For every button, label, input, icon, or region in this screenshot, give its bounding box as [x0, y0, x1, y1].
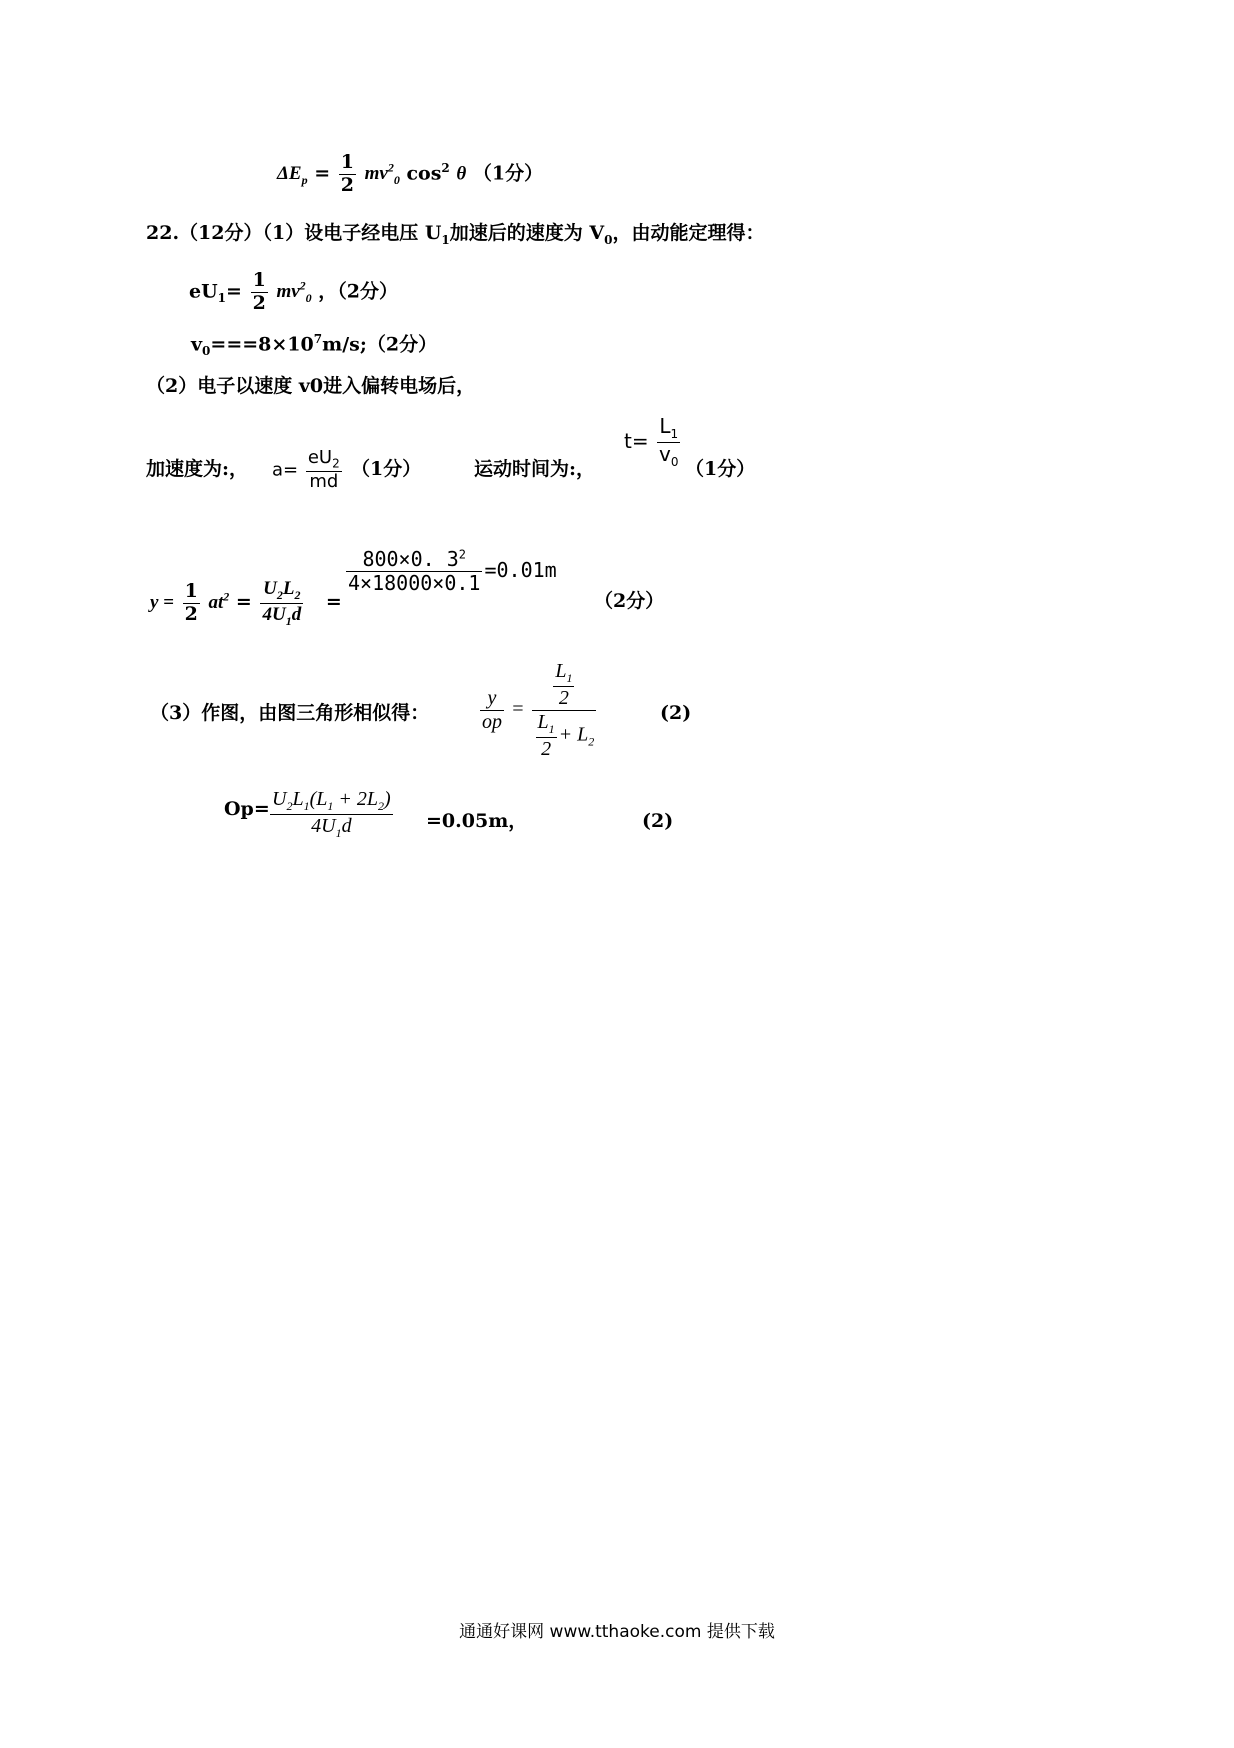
acceleration-score: （1分）: [351, 458, 422, 480]
similarity-score: (2): [660, 702, 692, 724]
y-calculation: $\frac{800\times 0. 3^2}{4\times 18000\times 0.1}$ =0.01m: [348, 547, 557, 595]
time-label: 运动时间为:，: [474, 458, 596, 480]
y-equation: y = $\frac{1}{2}$ $at^2$ = $\frac{U_2L_2}{4U_1d}$ =: [150, 578, 342, 628]
part-3-text: （3）作图，由图三角形相似得：: [150, 702, 430, 724]
op-score: (2): [642, 810, 674, 832]
question-22-header: 22.（12分）（1）设电子经电压 $U_1$加速后的速度为 $V_0$，由动能定理得：: [146, 222, 765, 247]
op-result: =0.05m，: [426, 810, 528, 832]
v0-result: $v_0===8\times 10^7m/s;(2$分）: [191, 332, 438, 359]
score-label: （1分）: [472, 162, 544, 185]
energy-equation: $eU_1=$ $\frac{1}{2}$ $mv^2_0$ ，（2分）: [189, 269, 399, 314]
part-2-text: （2）电子以速度 v0进入偏转电场后，: [146, 375, 476, 397]
page-footer: 通通好课网 www.tthaoke.com 提供下载: [459, 1622, 775, 1642]
time-formula: t= $\frac{L_1}{v_0}$: [624, 414, 679, 469]
acceleration-line: 加速度为:，: [146, 458, 249, 480]
y-score: （2分）: [594, 590, 665, 612]
op-equation: Op=: [224, 798, 270, 820]
acceleration-formula: a= $\frac{eU_2}{md}$: [272, 447, 340, 493]
op-fraction: $\frac{U_2L_1(L_1 + 2L_2)}{4U_1d}$: [272, 788, 391, 840]
time-score: （1分）: [685, 458, 756, 480]
delta-ep-equation: $\Delta E_p$ = $\frac{1}{2}$ $mv^2_0$ $\cos^2 \theta$ （1分）: [277, 151, 544, 196]
similarity-equation: $\frac{y}{op}$ = $\frac{L_1}{2}$ $\frac{L_1}{2}$ + $L_2$: [482, 660, 595, 760]
